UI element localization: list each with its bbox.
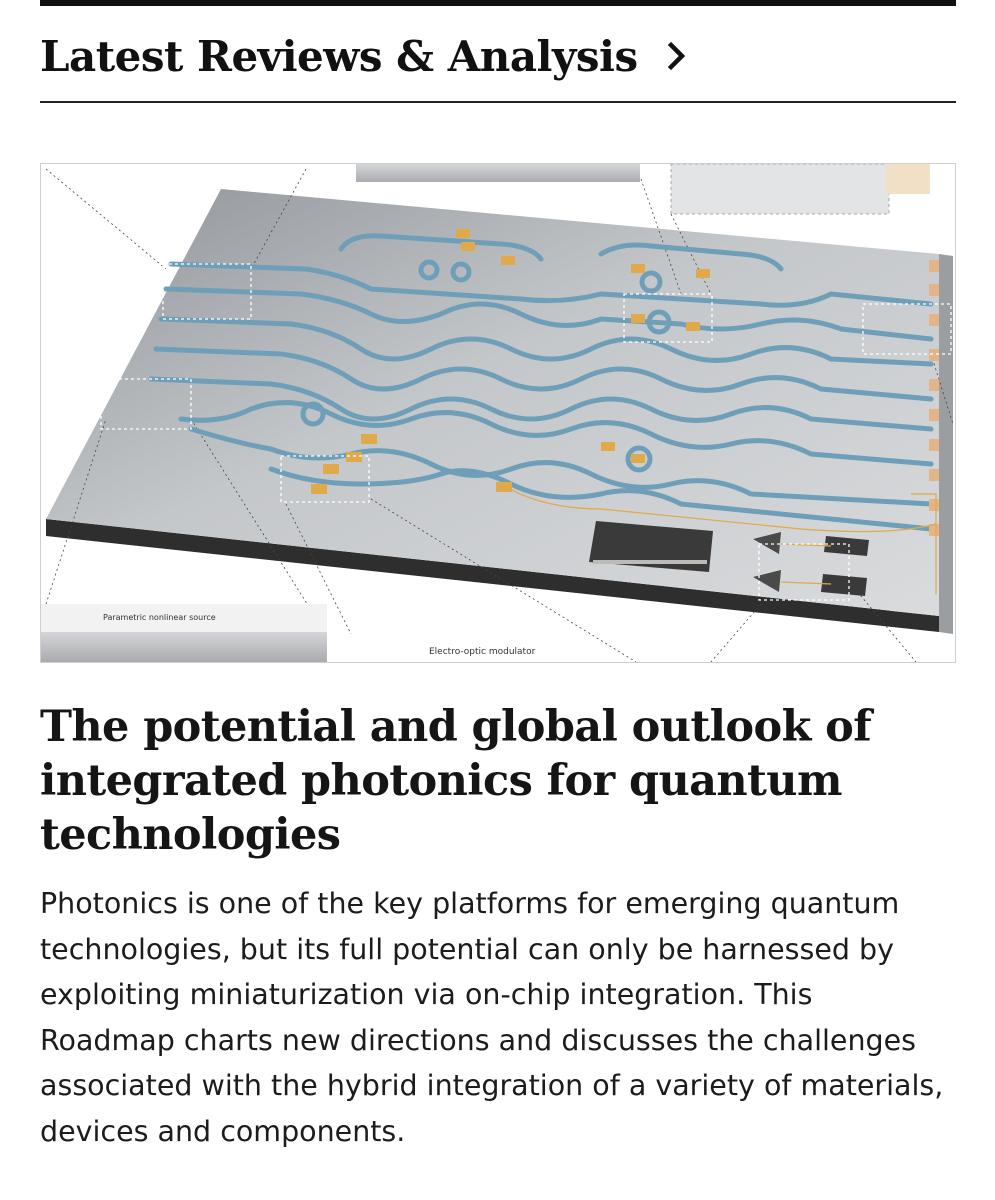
label-electro-optic-modulator: Electro-optic modulator — [429, 647, 536, 657]
photonic-chip-illustration — [41, 164, 955, 662]
label-parametric-source: Parametric nonlinear source — [103, 613, 216, 622]
inset-panel-top-right — [671, 164, 889, 214]
section-title[interactable]: Latest Reviews & Analysis — [40, 31, 638, 81]
inset-panel-corner — [886, 164, 930, 194]
top-rule — [40, 0, 956, 6]
header-divider — [40, 101, 956, 103]
board-side — [939, 254, 953, 634]
chip-board — [46, 189, 939, 616]
article-figure[interactable] — [40, 163, 956, 663]
article-title[interactable]: The potential and global outlook of integrated photonics for quantum technologies — [40, 702, 872, 860]
chevron-right-icon[interactable] — [660, 39, 694, 73]
inset-panel-top — [356, 164, 640, 182]
inset-panel-bottom-left-image — [41, 632, 327, 662]
section-header[interactable] — [40, 24, 956, 88]
article-summary: Photonics is one of the key platforms for emerging quantum technologies, but its full potential can only be harnessed by exploiting miniaturization via on-chip integration. This Roadmap charts new directions and discusses the challenges associated with the hybrid integration of a variety of materials, devices and components. — [40, 887, 944, 1148]
